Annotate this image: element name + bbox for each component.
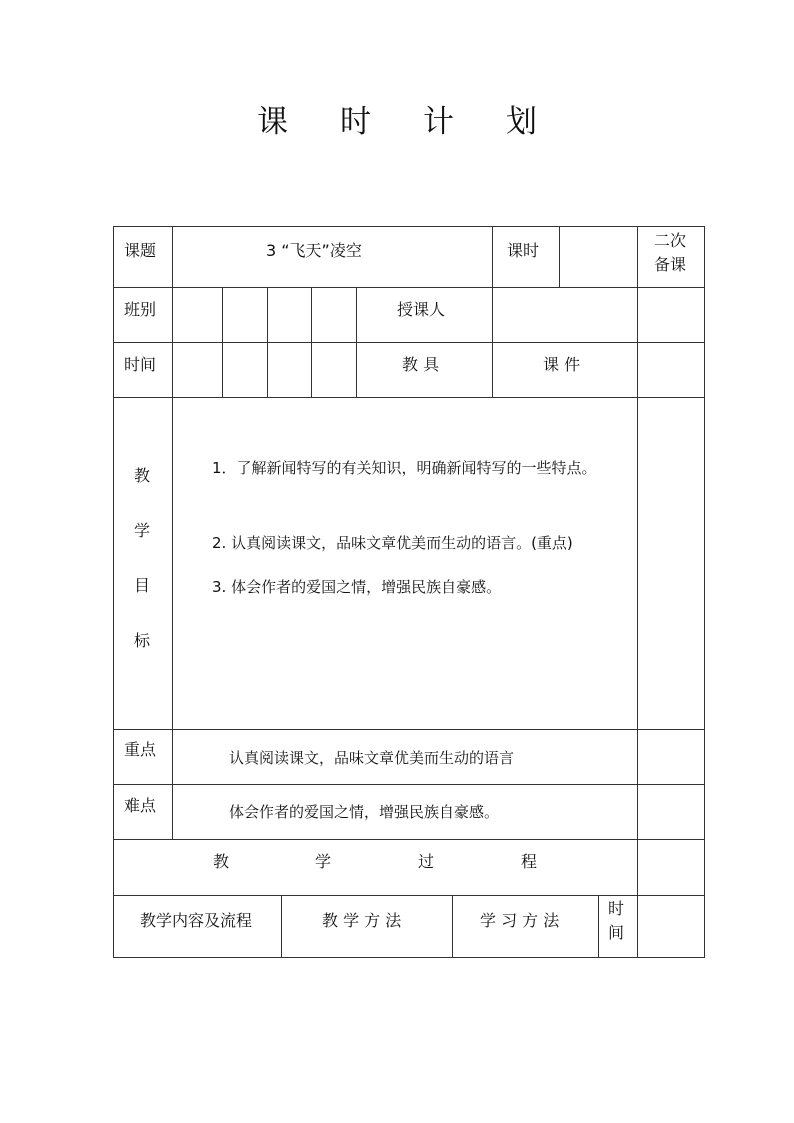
aids-label: 教 具 [402, 355, 440, 374]
process-label-char: 过 [418, 852, 435, 871]
table-border-top [113, 226, 705, 227]
goal-item: 3. 体会作者的爱国之情，增强民族自豪感。 [212, 578, 502, 596]
col-teach-method-header: 教 学 方 法 [322, 911, 402, 930]
col-line [492, 226, 493, 288]
difficulty-label: 难点 [124, 796, 157, 815]
title-char: 时 [340, 104, 371, 140]
key-label: 重点 [124, 740, 157, 759]
row-line [113, 287, 705, 288]
time-label: 时间 [124, 355, 157, 374]
title-char: 课 [257, 104, 288, 140]
row-line [113, 397, 705, 398]
col-time-header-line1: 时 [608, 899, 625, 918]
col-line [598, 895, 599, 958]
col-line [356, 287, 357, 398]
teacher-label: 授课人 [397, 300, 446, 319]
process-label-char: 教 [213, 852, 230, 871]
aids-value: 课 件 [543, 355, 581, 374]
col-line [311, 287, 312, 398]
col-line [222, 287, 223, 398]
second-prep-label-line1: 二次 [654, 231, 687, 250]
col-line [559, 226, 560, 288]
goals-label-char: 教 [134, 466, 151, 485]
col-line [172, 226, 173, 840]
period-label: 课时 [507, 241, 540, 260]
topic-value: 3 “飞天”凌空 [266, 241, 362, 260]
goals-label-char: 目 [134, 576, 151, 595]
row-line [113, 784, 705, 785]
table-border-bottom [113, 957, 705, 958]
goals-label-char: 学 [134, 521, 151, 540]
class-label: 班别 [124, 300, 157, 319]
col-line [281, 895, 282, 958]
key-value: 认真阅读课文，品味文章优美而生动的语言 [229, 749, 515, 767]
goal-item: 2. 认真阅读课文，品味文章优美而生动的语言。(重点) [212, 534, 573, 552]
table-border-right [704, 226, 705, 958]
row-line [113, 895, 705, 896]
col-line [267, 287, 268, 398]
table-border-left [113, 226, 114, 958]
second-prep-label-line2: 备课 [654, 255, 687, 274]
col-time-header-line2: 间 [608, 923, 625, 942]
goals-label-char: 标 [134, 631, 151, 650]
col-content-header: 教学内容及流程 [140, 911, 253, 930]
row-line [113, 729, 705, 730]
title-char: 计 [423, 104, 454, 140]
title-char: 划 [506, 104, 537, 140]
process-label-char: 程 [521, 852, 538, 871]
col-line [637, 226, 638, 958]
col-learn-method-header: 学 习 方 法 [480, 911, 560, 930]
process-label-char: 学 [315, 852, 332, 871]
page-title [0, 96, 794, 141]
difficulty-value: 体会作者的爱国之情，增强民族自豪感。 [229, 803, 500, 821]
goal-item: 1．了解新闻特写的有关知识，明确新闻特写的一些特点。 [212, 459, 597, 477]
topic-label: 课题 [124, 241, 157, 260]
row-line [113, 342, 705, 343]
row-line [113, 839, 705, 840]
col-line [452, 895, 453, 958]
col-line [492, 287, 493, 398]
